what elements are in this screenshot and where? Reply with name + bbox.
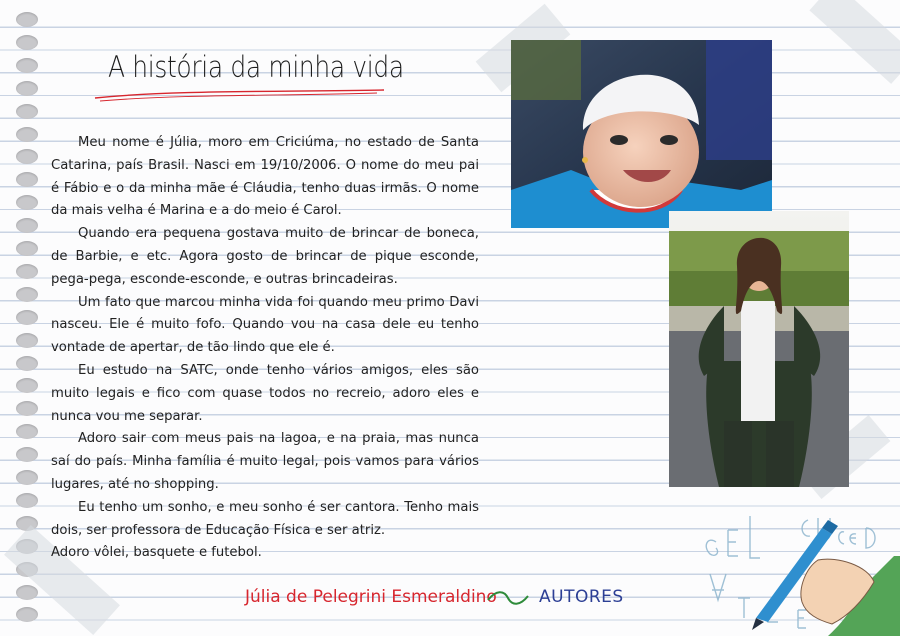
binder-hole	[16, 287, 38, 302]
binder-hole	[16, 195, 38, 210]
hand-pen-icon	[698, 498, 900, 636]
binder-hole	[16, 149, 38, 164]
paragraph-7: Adoro vôlei, basquete e futebol.	[51, 545, 262, 561]
paragraph-1: Meu nome é Júlia, moro em Criciúma, no estado de Santa Catarina, país Brasil. Nasci em 19/10/2006. O nome do meu pai é Fábio e o da minha mãe é Cláudia, tenho duas irmãs. O nome da mais velha é Marina e a do meio é Carol.	[51, 135, 479, 219]
page-title: A história da minha vida	[108, 50, 404, 84]
binder-hole	[16, 127, 38, 142]
wave-icon	[486, 588, 530, 608]
title-underline	[92, 84, 392, 106]
binder-hole	[16, 218, 38, 233]
paragraph-4: Eu estudo na SATC, onde tenho vários amigos, eles são muito legais e fico com quase todos no recreio, adoro eles e nunca vou me separar.	[51, 362, 479, 424]
binder-hole	[16, 356, 38, 371]
binder-hole	[16, 493, 38, 508]
binder-hole	[16, 333, 38, 348]
paragraph-5: Adoro sair com meus pais na lagoa, e na praia, mas nunca saí do país. Minha família é muito legal, pois vamos para vários lugares, até no shopping.	[51, 431, 479, 492]
baby-photo	[511, 40, 772, 228]
binder-hole	[16, 607, 38, 622]
binder-hole	[16, 264, 38, 279]
paragraph-3: Um fato que marcou minha vida foi quando meu primo Davi nasceu. Ele é muito fofo. Quando vou na casa dele eu tenho vontade de apertar, de tão lindo que ele é.	[51, 294, 479, 356]
binder-hole	[16, 447, 38, 462]
binder-hole	[16, 241, 38, 256]
binder-hole	[16, 81, 38, 96]
binder-hole	[16, 470, 38, 485]
section-label: AUTORES	[539, 587, 624, 607]
girl-photo	[669, 211, 849, 487]
binder-hole	[16, 585, 38, 600]
binder-hole	[16, 104, 38, 119]
paragraph-6: Eu tenho um sonho, e meu sonho é ser cantora. Tenho mais dois, ser professora de Educação Física e ser atriz.	[51, 499, 479, 538]
binder-hole	[16, 310, 38, 325]
author-name: Júlia de Pelegrini Esmeraldino	[245, 587, 497, 607]
binder-hole	[16, 12, 38, 27]
tape-top-right	[809, 0, 900, 84]
binder-hole	[16, 378, 38, 393]
story-text	[51, 132, 479, 565]
binder-hole	[16, 58, 38, 73]
binder-hole	[16, 424, 38, 439]
binder-hole	[16, 172, 38, 187]
binder-hole	[16, 401, 38, 416]
binder-hole	[16, 35, 38, 50]
paragraph-2: Quando era pequena gostava muito de brincar de boneca, de Barbie, e etc. Agora gosto de brincar de pique esconde, pega-pega, esconde-esconde, e outras brincadeiras.	[51, 226, 479, 287]
